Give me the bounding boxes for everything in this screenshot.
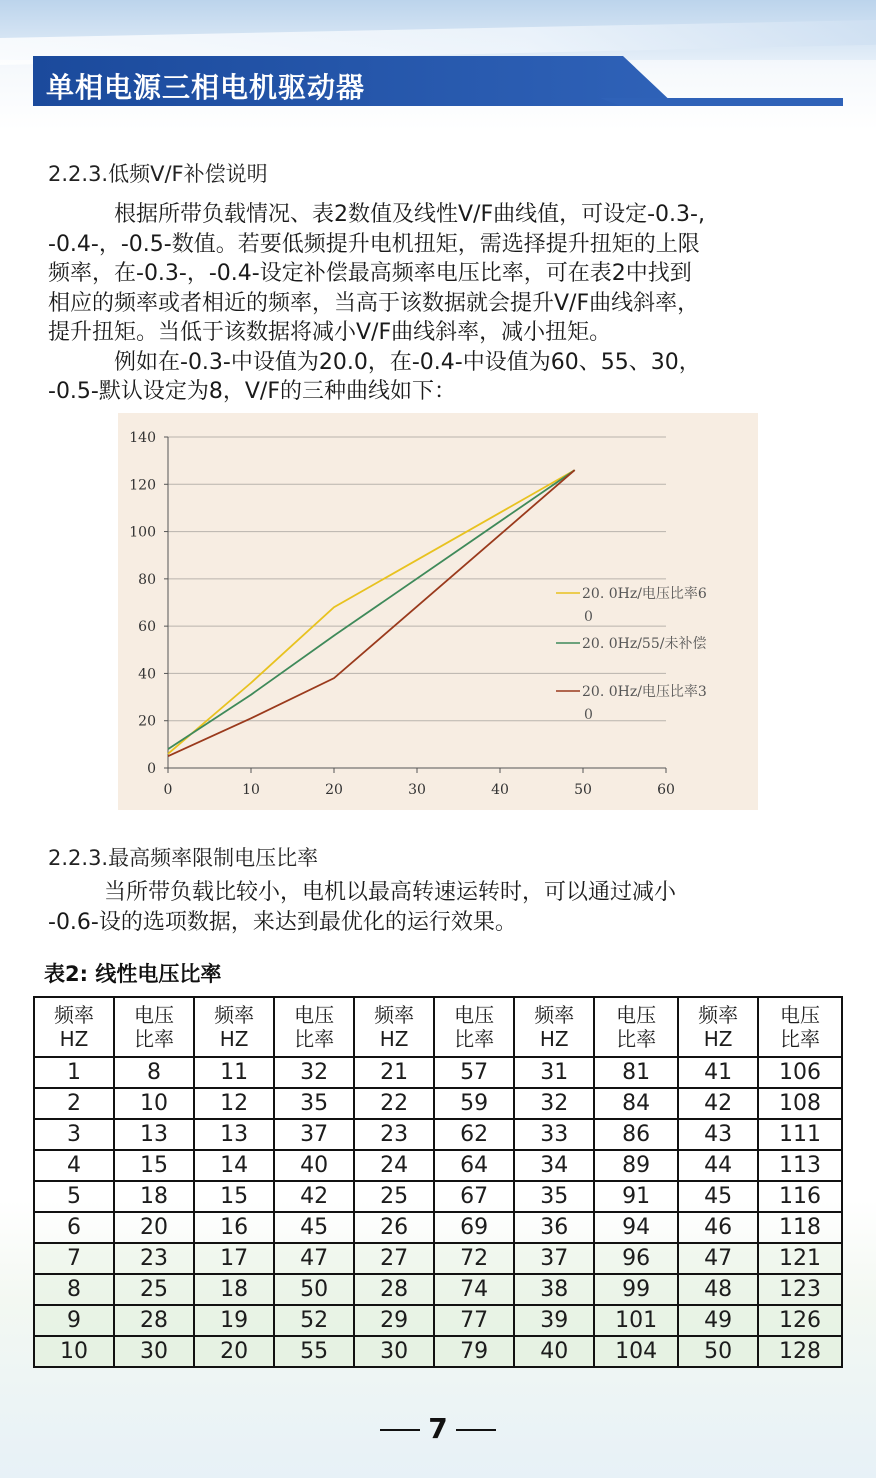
- table-row: [34, 1243, 842, 1274]
- table-header-text: HZ: [539, 1027, 569, 1051]
- table-cell: 35: [514, 1181, 594, 1212]
- para1-line-3: 频率，在-0.3-，-0.4-设定补偿最高频率电压比率，可在表2中找到: [48, 261, 692, 286]
- chart-y-tick-label: 120: [129, 477, 156, 494]
- table-cell: 13: [114, 1119, 194, 1150]
- table-cell: 25: [354, 1181, 434, 1212]
- table-body: [34, 1057, 842, 1367]
- table-header-text: 比率: [616, 1027, 657, 1051]
- table-header-text: 频率: [534, 1003, 575, 1027]
- table-cell: 7: [34, 1243, 114, 1274]
- table-row: [34, 1274, 842, 1305]
- para1-line-1: 根据所带负载情况、表2数值及线性V/F曲线值，可设定-0.3-,: [114, 202, 705, 227]
- table-cell: 1: [34, 1057, 114, 1088]
- page-number-dash-left: [380, 1429, 420, 1431]
- table-row: [34, 1181, 842, 1212]
- table-cell: 101: [594, 1305, 678, 1336]
- table-cell: 40: [274, 1150, 354, 1181]
- table-cell: 72: [434, 1243, 514, 1274]
- table-cell: 13: [194, 1119, 274, 1150]
- table-cell: 48: [678, 1274, 758, 1305]
- table-cell: 94: [594, 1212, 678, 1243]
- table-cell: 14: [194, 1150, 274, 1181]
- table-row: [34, 1088, 842, 1119]
- page-number-value: 7: [428, 1412, 448, 1445]
- table-cell: 45: [678, 1181, 758, 1212]
- table-row: [34, 1336, 842, 1367]
- table-cell: 30: [354, 1336, 434, 1367]
- chart-legend-label: 0: [584, 707, 593, 723]
- chart-x-tick-label: 40: [491, 782, 509, 798]
- table-cell: 37: [274, 1119, 354, 1150]
- table-cell: 106: [758, 1057, 842, 1088]
- chart-x-tick-label: 30: [408, 782, 426, 798]
- table-cell: 113: [758, 1150, 842, 1181]
- page-title: 单相电源三相电机驱动器: [46, 71, 366, 104]
- table-header-text: 频率: [374, 1003, 415, 1027]
- table-header-cell: [594, 997, 678, 1057]
- table-cell: 52: [274, 1305, 354, 1336]
- table-cell: 99: [594, 1274, 678, 1305]
- chart-y-tick-label: 140: [129, 430, 156, 446]
- table-cell: 123: [758, 1274, 842, 1305]
- table-cell: 28: [354, 1274, 434, 1305]
- table-cell: 64: [434, 1150, 514, 1181]
- table-cell: 23: [114, 1243, 194, 1274]
- table-cell: 44: [678, 1150, 758, 1181]
- table-cell: 67: [434, 1181, 514, 1212]
- table-cell: 32: [514, 1088, 594, 1119]
- table-header-text: 比率: [454, 1027, 495, 1051]
- para2-line-2: -0.5-默认设定为8，V/F的三种曲线如下：: [48, 379, 456, 404]
- table-cell: 47: [678, 1243, 758, 1274]
- table-cell: 8: [34, 1274, 114, 1305]
- section2-heading: 2.2.3.最高频率限制电压比率: [48, 846, 319, 870]
- table-cell: 8: [114, 1057, 194, 1088]
- para2-line-1: 例如在-0.3-中设值为20.0，在-0.4-中设值为60、55、30，: [114, 349, 701, 375]
- table-cell: 28: [114, 1305, 194, 1336]
- chart-y-tick-label: 100: [129, 524, 156, 541]
- table-cell: 22: [354, 1088, 434, 1119]
- table-cell: 31: [514, 1057, 594, 1088]
- table-cell: 96: [594, 1243, 678, 1274]
- table-cell: 40: [514, 1336, 594, 1367]
- table-cell: 49: [678, 1305, 758, 1336]
- table-cell: 3: [34, 1119, 114, 1150]
- chart-x-tick-label: 0: [163, 782, 173, 798]
- table-cell: 26: [354, 1212, 434, 1243]
- table-cell: 74: [434, 1274, 514, 1305]
- table-cell: 10: [34, 1336, 114, 1367]
- page-number-dash-right: [456, 1429, 496, 1431]
- chart-y-tick-label: 80: [138, 571, 156, 588]
- table-cell: 18: [194, 1274, 274, 1305]
- para3-line-2: -0.6-设的选项数据，来达到最优化的运行效果。: [48, 909, 517, 935]
- table-header-text: 比率: [294, 1027, 335, 1051]
- table-cell: 111: [758, 1119, 842, 1150]
- table-cell: 42: [678, 1088, 758, 1119]
- chart-legend-label: 20. 0Hz/电压比率6: [582, 586, 707, 602]
- vf-chart-svg: [118, 413, 758, 810]
- table-header-text: 比率: [134, 1027, 175, 1051]
- table-cell: 15: [194, 1181, 274, 1212]
- table-header-text: HZ: [703, 1027, 733, 1051]
- table-cell: 21: [354, 1057, 434, 1088]
- table-header-text: 电压: [454, 1003, 495, 1027]
- table-cell: 108: [758, 1088, 842, 1119]
- table-cell: 118: [758, 1212, 842, 1243]
- table-header-cell: [354, 997, 434, 1057]
- table-header-text: HZ: [59, 1027, 89, 1051]
- table-header-text: 频率: [214, 1003, 255, 1027]
- table-cell: 20: [114, 1212, 194, 1243]
- chart-x-tick-label: 60: [657, 782, 675, 798]
- table-cell: 4: [34, 1150, 114, 1181]
- table-cell: 2: [34, 1088, 114, 1119]
- table-cell: 35: [274, 1088, 354, 1119]
- table-header-text: 电压: [294, 1003, 335, 1027]
- table-cell: 39: [514, 1305, 594, 1336]
- table-cell: 10: [114, 1088, 194, 1119]
- table-cell: 12: [194, 1088, 274, 1119]
- table-cell: 5: [34, 1181, 114, 1212]
- table-cell: 45: [274, 1212, 354, 1243]
- table-cell: 84: [594, 1088, 678, 1119]
- table-cell: 19: [194, 1305, 274, 1336]
- table-header-text: 电压: [780, 1003, 821, 1027]
- table-cell: 34: [514, 1150, 594, 1181]
- table-cell: 81: [594, 1057, 678, 1088]
- table-cell: 86: [594, 1119, 678, 1150]
- table-cell: 42: [274, 1181, 354, 1212]
- table-cell: 46: [678, 1212, 758, 1243]
- table-header-text: 频率: [54, 1003, 95, 1027]
- table-cell: 126: [758, 1305, 842, 1336]
- table-cell: 30: [114, 1336, 194, 1367]
- table-cell: 33: [514, 1119, 594, 1150]
- vf-chart: [118, 413, 758, 810]
- table-cell: 41: [678, 1057, 758, 1088]
- table-title: 表2: 线性电压比率: [44, 962, 222, 986]
- table-cell: 16: [194, 1212, 274, 1243]
- table-cell: 79: [434, 1336, 514, 1367]
- table-cell: 77: [434, 1305, 514, 1336]
- table-cell: 47: [274, 1243, 354, 1274]
- table-header-cell: [114, 997, 194, 1057]
- header-underline: [600, 98, 843, 106]
- para1-line-2: -0.4-，-0.5-数值。若要低频提升电机扭矩，需选择提升扭矩的上限: [48, 231, 700, 257]
- table-cell: 59: [434, 1088, 514, 1119]
- table-header-text: 频率: [698, 1003, 739, 1027]
- chart-series-line: [168, 470, 575, 749]
- table-cell: 29: [354, 1305, 434, 1336]
- table-header-cell: [514, 997, 594, 1057]
- chart-y-tick-label: 40: [138, 666, 156, 683]
- table-cell: 23: [354, 1119, 434, 1150]
- table-cell: 69: [434, 1212, 514, 1243]
- table-row: [34, 1119, 842, 1150]
- table-cell: 50: [678, 1336, 758, 1367]
- table-cell: 6: [34, 1212, 114, 1243]
- table-cell: 24: [354, 1150, 434, 1181]
- table-header-text: HZ: [219, 1027, 249, 1051]
- table-header-row: [34, 997, 842, 1057]
- chart-legend-label: 20. 0Hz/55/未补偿: [582, 636, 707, 652]
- table-cell: 89: [594, 1150, 678, 1181]
- table-cell: 104: [594, 1336, 678, 1367]
- table-cell: 25: [114, 1274, 194, 1305]
- table-header-text: 电压: [134, 1003, 175, 1027]
- table-cell: 55: [274, 1336, 354, 1367]
- table-row: [34, 1150, 842, 1181]
- chart-y-tick-label: 60: [138, 619, 156, 636]
- vf-ratio-table: [33, 996, 843, 1368]
- table-cell: 121: [758, 1243, 842, 1274]
- table-cell: 62: [434, 1119, 514, 1150]
- table-cell: 37: [514, 1243, 594, 1274]
- table-header-cell: [758, 997, 842, 1057]
- table-row: [34, 1057, 842, 1088]
- chart-y-tick-label: 0: [147, 761, 156, 777]
- chart-legend-label: 0: [584, 609, 593, 625]
- chart-x-tick-label: 20: [325, 782, 343, 798]
- table-header-text: HZ: [379, 1027, 409, 1051]
- table-cell: 18: [114, 1181, 194, 1212]
- table-cell: 32: [274, 1057, 354, 1088]
- table-cell: 91: [594, 1181, 678, 1212]
- para1-line-4: 相应的频率或者相近的频率，当高于该数据就会提升V/F曲线斜率，: [48, 290, 700, 316]
- section1-paragraph1: [48, 200, 838, 407]
- para3-line-1: 当所带负载比较小，电机以最高转速运转时，可以通过减小: [104, 880, 677, 905]
- table-cell: 128: [758, 1336, 842, 1367]
- table-header-text: 电压: [616, 1003, 657, 1027]
- chart-x-tick-label: 50: [574, 782, 592, 798]
- section1-heading: 2.2.3.低频V/F补偿说明: [48, 162, 268, 186]
- para1-line-5: 提升扭矩。当低于该数据将减小V/F曲线斜率，减小扭矩。: [48, 320, 612, 345]
- table-row: [34, 1305, 842, 1336]
- table-header-cell: [34, 997, 114, 1057]
- table-cell: 43: [678, 1119, 758, 1150]
- table-cell: 27: [354, 1243, 434, 1274]
- chart-legend-label: 20. 0Hz/电压比率3: [582, 684, 707, 700]
- table-row: [34, 1212, 842, 1243]
- table-cell: 38: [514, 1274, 594, 1305]
- table-cell: 116: [758, 1181, 842, 1212]
- table-header-cell: [274, 997, 354, 1057]
- chart-y-tick-label: 20: [138, 713, 156, 730]
- table-header-text: 比率: [780, 1027, 821, 1051]
- table-cell: 15: [114, 1150, 194, 1181]
- table-cell: 50: [274, 1274, 354, 1305]
- section2-paragraph: [48, 878, 838, 937]
- table-cell: 17: [194, 1243, 274, 1274]
- table-header-cell: [434, 997, 514, 1057]
- table-header-cell: [678, 997, 758, 1057]
- table-cell: 36: [514, 1212, 594, 1243]
- table-cell: 20: [194, 1336, 274, 1367]
- page-number: [0, 1412, 876, 1445]
- table-cell: 9: [34, 1305, 114, 1336]
- table-header-cell: [194, 997, 274, 1057]
- chart-x-tick-label: 10: [242, 782, 260, 798]
- table-cell: 57: [434, 1057, 514, 1088]
- table-cell: 11: [194, 1057, 274, 1088]
